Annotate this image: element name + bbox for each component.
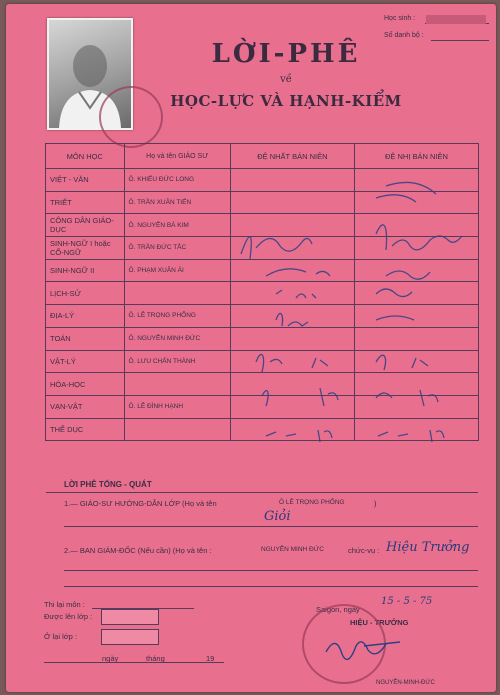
teacher-cell: Ô. LƯU CHẤN THÀNH — [124, 350, 230, 373]
repeat-label: Ở lại lớp : — [44, 632, 78, 641]
teacher-cell: Ô. LÊ ĐÌNH HẠNH — [124, 395, 230, 418]
subject-cell: SINH-NGỮ II — [46, 259, 125, 282]
title-connector: về — [280, 74, 292, 85]
subject-cell: ĐỊA-LÝ — [46, 305, 125, 328]
place-label: Saigon, ngày — [316, 605, 360, 614]
column-header: ĐỆ NHỊ BÁN NIÊN — [354, 144, 478, 169]
subject-cell: TRIẾT — [46, 191, 125, 214]
subject-cell: CÔNG DÂN GIÁO-DỤC — [46, 214, 125, 237]
repeat-box[interactable] — [101, 629, 159, 645]
principal-title: HIỆU - TRƯỞNG — [350, 618, 409, 627]
subject-cell: LỊCH-SỬ — [46, 282, 125, 305]
report-card-page — [6, 4, 496, 692]
date-year-label: 19 — [206, 654, 215, 663]
signing-date: 15 - 5 - 75 — [381, 596, 433, 607]
board-member-name: NGUYỄN MINH ĐỨC — [261, 546, 324, 553]
homeroom-comment: Giỏi — [264, 509, 291, 524]
reexam-label: Thi lại môn : — [44, 600, 85, 609]
board-label: 2.— BAN GIÁM-ĐỐC (Nếu cần) (Họ và tên : — [64, 546, 212, 555]
date-month-label: tháng — [146, 654, 165, 663]
teacher-cell: Ô. KHIẾU ĐỨC LONG — [124, 169, 230, 192]
column-header: MÔN HỌC — [46, 144, 125, 169]
general-comment-heading: LỜI PHÊ TỔNG - QUÁT — [64, 480, 152, 489]
student-number-label: Học sinh : — [384, 15, 416, 22]
roll-number-label: Số danh bộ : — [384, 32, 424, 39]
board-role-label: chức-vụ : — [348, 546, 380, 555]
subject-cell: THỂ DỤC — [46, 418, 125, 441]
page-subtitle: HỌC-LỰC VÀ HẠNH-KIỂM — [170, 92, 402, 110]
homeroom-teacher-name: Ô LÊ TRỌNG PHỔNG — [279, 499, 345, 506]
principal-signature — [324, 632, 414, 666]
teacher-cell: Ô. LÊ TRỌNG PHỔNG — [124, 305, 230, 328]
teacher-cell: Ô. PHẠM XUÂN ÁI — [124, 259, 230, 282]
homeroom-teacher-label: 1.— GIÁO-SƯ HƯỚNG-DẪN LỚP (Họ và tên — [64, 499, 217, 508]
teacher-cell — [124, 418, 230, 441]
board-role-value: Hiệu Trưởng — [386, 540, 470, 555]
handwritten-grade-marks — [236, 164, 481, 454]
principal-name: NGUYỄN-MINH-ĐỨC — [376, 680, 435, 686]
subject-cell: SINH-NGỮ I hoặc CỔ-NGỮ — [46, 237, 125, 260]
promoted-label: Được lên lớp : — [44, 612, 93, 621]
subject-cell: VẠN-VẬT — [46, 395, 125, 418]
subject-cell: HÓA-HỌC — [46, 373, 125, 396]
teacher-cell: Ô. TRẦN XUÂN TIẾN — [124, 191, 230, 214]
teacher-cell: Ô. TRẦN ĐỨC TẮC — [124, 237, 230, 260]
promoted-box[interactable] — [101, 609, 159, 625]
teacher-cell — [124, 373, 230, 396]
column-header: Họ và tên GIÁO SƯ — [124, 144, 230, 169]
page-title: LỜI-PHÊ — [211, 39, 361, 69]
teacher-cell: Ô. NGUYỄN BÁ KIM — [124, 214, 230, 237]
teacher-cell — [124, 282, 230, 305]
date-day-label: ngày — [102, 654, 119, 663]
teacher-cell: Ô. NGUYỄN MINH ĐỨC — [124, 327, 230, 350]
subject-cell: VẬT-LÝ — [46, 350, 125, 373]
subject-cell: TOÁN — [46, 327, 125, 350]
subject-cell: VIỆT - VĂN — [46, 169, 125, 192]
homeroom-teacher-close: ) — [374, 499, 377, 508]
column-header: ĐỆ NHẤT BÁN NIÊN — [230, 144, 354, 169]
